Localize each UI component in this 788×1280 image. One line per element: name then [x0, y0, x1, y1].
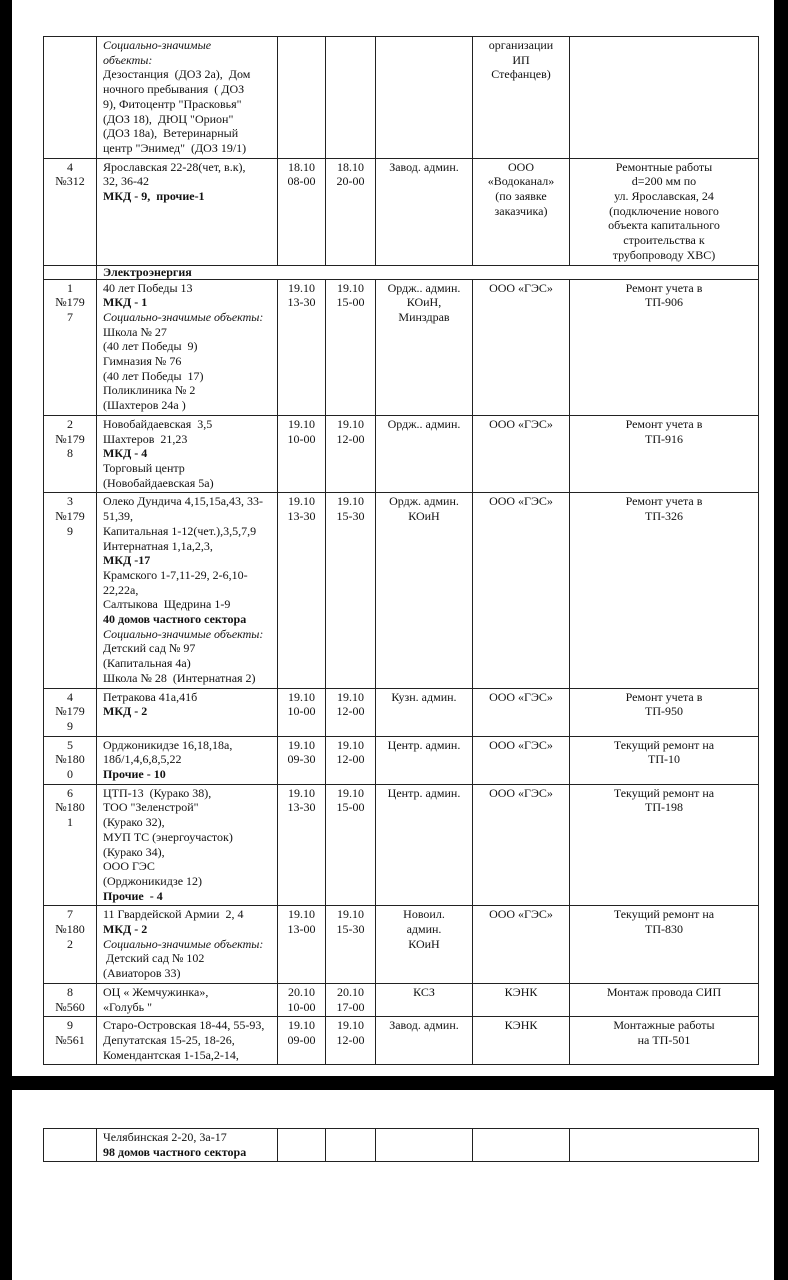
- cell-line: 12-00: [336, 752, 365, 767]
- cell-line: №561: [55, 1033, 85, 1047]
- cell-line: 19.10: [337, 280, 364, 295]
- cell-line: ЦТП-13 (Курако 38),: [103, 785, 212, 800]
- cell-line: ООО «ГЭС»: [489, 280, 553, 295]
- cell-line: ООО «ГЭС»: [489, 785, 553, 800]
- admin-cell: [376, 906, 473, 984]
- cell-line: 1: [67, 815, 73, 830]
- cell-line: Старо-Островская 18-44, 55-93,: [103, 1018, 265, 1033]
- address-cell: [97, 37, 278, 159]
- row-number-cell: [44, 1017, 97, 1065]
- cell-line: №180: [55, 752, 85, 767]
- cell-line: Центр. админ.: [387, 785, 461, 800]
- cell-line: Интернатная 1,1а,2,3,: [103, 538, 213, 553]
- cell-line: ООО «ГЭС»: [489, 494, 553, 509]
- cell-line: 12-00: [336, 704, 365, 719]
- cell-line: Кузн. админ.: [391, 689, 457, 704]
- cell-line: 2: [67, 936, 73, 951]
- cell-line: Ордж.. админ.: [387, 416, 461, 431]
- address-cell: [97, 415, 278, 493]
- row-number-cell: [44, 415, 97, 493]
- cell-line: 19.10: [337, 416, 364, 431]
- start-cell: [278, 906, 326, 984]
- cell-line: «Водоканал»: [487, 174, 555, 189]
- reason-cell: [570, 906, 759, 984]
- admin-cell: [376, 279, 473, 415]
- row-number-cell: [44, 158, 97, 265]
- cell-line: КОиН,: [406, 295, 442, 310]
- cell-line: 5: [67, 737, 73, 752]
- start-cell: [278, 37, 326, 159]
- cell-line: Дезостанция (ДОЗ 2а), Дом: [103, 67, 251, 82]
- cell-line: ООО «ГЭС»: [489, 907, 553, 922]
- cell-line: Текущий ремонт на: [613, 907, 715, 922]
- table-row: [44, 688, 759, 736]
- cell-line: (Курако 34),: [103, 844, 165, 859]
- start-cell: [278, 1129, 326, 1162]
- cell-line: 20-00: [336, 174, 365, 189]
- start-cell: [278, 736, 326, 784]
- cell-line: Салтыкова Щедрина 1-9: [103, 597, 231, 612]
- row-number-cell: [44, 784, 97, 906]
- cell-line: (ДОЗ 18а), Ветеринарный: [103, 126, 239, 141]
- table-row: [44, 415, 759, 493]
- cell-line: КОиН: [408, 936, 440, 951]
- end-cell: [326, 493, 376, 688]
- cell-line: ТП-198: [645, 800, 683, 815]
- address-cell: [97, 158, 278, 265]
- cell-line: КСЗ: [413, 984, 435, 999]
- cell-line: 32, 36-42: [103, 174, 149, 189]
- cell-line: 18.10: [337, 159, 364, 174]
- cell-line: №179: [55, 295, 85, 310]
- section-title: Электроэнергия: [97, 265, 759, 279]
- cell-line: 18.10: [288, 159, 315, 174]
- cell-line: 19.10: [288, 737, 315, 752]
- cell-line: Новобайдаевская 3,5: [103, 416, 213, 431]
- cell-line: Минздрав: [398, 309, 450, 324]
- admin-cell: [376, 1129, 473, 1162]
- address-cell: [97, 688, 278, 736]
- cell-line: 15-00: [336, 800, 365, 815]
- start-cell: [278, 279, 326, 415]
- reason-cell: [570, 983, 759, 1016]
- cell-line: №180: [55, 800, 85, 815]
- cell-line: 13-30: [287, 295, 316, 310]
- table-row: [44, 158, 759, 265]
- table-row: [44, 1017, 759, 1065]
- cell-line: ОЦ « Жемчужинка»,: [103, 984, 209, 999]
- cell-line: Центр. админ.: [387, 737, 461, 752]
- cell-line: Школа № 27: [103, 324, 167, 339]
- cell-line: ООО «ГЭС»: [489, 416, 553, 431]
- cell-line: 19.10: [288, 785, 315, 800]
- cell-line: ТП-10: [648, 752, 680, 767]
- cell-line: d=200 мм по: [631, 174, 697, 189]
- executor-cell: [473, 736, 570, 784]
- cell-line: МКД - 2: [103, 704, 148, 719]
- admin-cell: [376, 983, 473, 1016]
- cell-line: 9: [67, 1018, 73, 1033]
- executor-cell: [473, 1129, 570, 1162]
- table-row-continuation: [44, 1129, 759, 1162]
- cell-line: Комендантская 1-15а,2-14,: [103, 1047, 239, 1062]
- cell-line: ООО: [508, 159, 534, 174]
- cell-line: №180: [55, 922, 85, 937]
- cell-line: 9: [67, 523, 73, 538]
- cell-line: ТП-950: [645, 704, 683, 719]
- cell-line: 09-30: [287, 752, 316, 767]
- admin-cell: [376, 37, 473, 159]
- table-row: [44, 906, 759, 984]
- cell-line: Ремонтные работы: [615, 159, 713, 174]
- cell-line: 19.10: [288, 416, 315, 431]
- cell-line: 09-00: [287, 1033, 316, 1047]
- end-cell: [326, 983, 376, 1016]
- cell-line: Социально-значимые: [103, 38, 212, 52]
- start-cell: [278, 1017, 326, 1065]
- cell-line: 18б/1,4,6,8,5,22: [103, 752, 182, 767]
- cell-line: Крамского 1-7,11-29, 2-6,10-: [103, 567, 248, 582]
- start-cell: [278, 983, 326, 1016]
- cell-line: Школа № 28 (Интернатная 2): [103, 670, 256, 685]
- reason-cell: [570, 158, 759, 265]
- cell-line: КОиН: [408, 509, 440, 524]
- cell-line: ООО «ГЭС»: [489, 737, 553, 752]
- cell-line: 4: [67, 159, 73, 174]
- cell-line: (40 лет Победы 9): [103, 339, 198, 354]
- admin-cell: [376, 158, 473, 265]
- cell-line: Ремонт учета в: [625, 280, 703, 295]
- cell-line: №179: [55, 509, 85, 524]
- cell-line: Ремонт учета в: [625, 494, 703, 509]
- cell-line: ТП-916: [645, 431, 683, 446]
- cell-line: Поликлиника № 2: [103, 383, 196, 398]
- cell-line: Новоил.: [403, 907, 445, 922]
- cell-line: (Шахтеров 24а ): [103, 398, 186, 413]
- cell-line: 8: [67, 984, 73, 999]
- outage-schedule-table: [43, 36, 759, 1065]
- cell-line: Монтажные работы: [613, 1018, 715, 1033]
- cell-line: (40 лет Победы 17): [103, 368, 204, 383]
- cell-line: МКД - 1: [103, 295, 148, 310]
- end-cell: [326, 279, 376, 415]
- cell-line: организации: [488, 38, 554, 52]
- executor-cell: [473, 415, 570, 493]
- table-row: [44, 736, 759, 784]
- row-number-cell: [44, 265, 97, 279]
- cell-line: ООО «ГЭС»: [489, 689, 553, 704]
- admin-cell: [376, 784, 473, 906]
- cell-line: 9), Фитоцентр "Прасковья": [103, 96, 242, 111]
- cell-line: 51,39,: [103, 509, 133, 524]
- cell-line: ТП-906: [645, 295, 683, 310]
- address-cell: [97, 279, 278, 415]
- end-cell: [326, 37, 376, 159]
- cell-line: Торговый центр: [103, 460, 185, 475]
- admin-cell: [376, 736, 473, 784]
- cell-line: Монтаж провода СИП: [606, 984, 722, 999]
- cell-line: 13-30: [287, 800, 316, 815]
- admin-cell: [376, 688, 473, 736]
- cell-line: ТП-830: [645, 922, 683, 937]
- cell-line: Завод. админ.: [389, 1018, 459, 1033]
- cell-line: ТОО "Зеленстрой": [103, 800, 199, 815]
- cell-line: 7: [67, 309, 73, 324]
- cell-line: 19.10: [337, 785, 364, 800]
- cell-line: Стефанцев): [491, 67, 551, 82]
- start-cell: [278, 415, 326, 493]
- cell-line: Социально-значимые объекты:: [103, 626, 264, 641]
- document-page-1: [12, 0, 774, 1076]
- address-cell: [97, 906, 278, 984]
- cell-line: Завод. админ.: [389, 159, 459, 174]
- cell-line: объекты:: [103, 52, 153, 67]
- row-number-cell: [44, 279, 97, 415]
- start-cell: [278, 158, 326, 265]
- reason-cell: [570, 1129, 759, 1162]
- cell-line: 19.10: [288, 1018, 315, 1033]
- executor-cell: [473, 279, 570, 415]
- table-row: [44, 279, 759, 415]
- cell-line: 1: [67, 280, 73, 295]
- cell-line: 12-00: [336, 431, 365, 446]
- cell-line: КЭНК: [504, 984, 538, 999]
- row-number-cell: [44, 493, 97, 688]
- table-row: [44, 493, 759, 688]
- end-cell: [326, 784, 376, 906]
- document-page-2: [12, 1090, 774, 1280]
- end-cell: [326, 158, 376, 265]
- start-cell: [278, 784, 326, 906]
- row-number-cell: [44, 736, 97, 784]
- outage-schedule-table-continued: [43, 1128, 759, 1162]
- cell-line: Гимназия № 76: [103, 354, 182, 369]
- cell-line: (ДОЗ 18), ДЮЦ "Орион": [103, 111, 234, 126]
- table-row: [44, 784, 759, 906]
- cell-line: 9: [67, 718, 73, 733]
- cell-line: 0: [67, 767, 73, 782]
- cell-line: заказчика): [494, 203, 548, 218]
- cell-line: 98 домов частного сектора: [103, 1144, 247, 1159]
- cell-line: Детский сад № 102: [103, 951, 205, 966]
- cell-line: №560: [55, 999, 85, 1014]
- cell-line: строительства к: [623, 233, 705, 248]
- executor-cell: [473, 1017, 570, 1065]
- cell-line: МКД - 4: [103, 446, 148, 461]
- cell-line: 6: [67, 785, 73, 800]
- cell-line: №312: [55, 174, 85, 189]
- cell-line: (Курако 32),: [103, 815, 165, 830]
- cell-line: ТП-326: [645, 509, 683, 524]
- cell-line: Текущий ремонт на: [613, 785, 715, 800]
- cell-line: 10-00: [287, 704, 316, 719]
- admin-cell: [376, 493, 473, 688]
- cell-line: трубопроводу ХВС): [612, 247, 716, 262]
- cell-line: МКД - 9, прочие-1: [103, 189, 205, 204]
- cell-line: МКД - 2: [103, 922, 148, 937]
- cell-line: 13-00: [287, 922, 316, 937]
- end-cell: [326, 1017, 376, 1065]
- row-number-cell: [44, 906, 97, 984]
- executor-cell: [473, 784, 570, 906]
- reason-cell: [570, 784, 759, 906]
- end-cell: [326, 688, 376, 736]
- executor-cell: [473, 493, 570, 688]
- cell-line: МУП ТС (энергоучасток): [103, 829, 233, 844]
- cell-line: (по заявке: [495, 189, 547, 204]
- cell-line: 20.10: [288, 984, 315, 999]
- cell-line: Ордж.. админ.: [387, 280, 461, 295]
- cell-line: 15-30: [336, 509, 365, 524]
- reason-cell: [570, 1017, 759, 1065]
- start-cell: [278, 688, 326, 736]
- row-number-cell: [44, 983, 97, 1016]
- executor-cell: [473, 906, 570, 984]
- cell-line: 19.10: [337, 689, 364, 704]
- cell-line: Ордж. админ.: [389, 494, 459, 509]
- cell-line: 15-30: [336, 922, 365, 937]
- start-cell: [278, 493, 326, 688]
- reason-cell: [570, 415, 759, 493]
- cell-line: №179: [55, 431, 85, 446]
- table-row-continued: [44, 37, 759, 159]
- cell-line: 4: [67, 689, 73, 704]
- cell-line: 20.10: [337, 984, 364, 999]
- cell-line: 10-00: [287, 431, 316, 446]
- admin-cell: [376, 415, 473, 493]
- cell-line: №179: [55, 704, 85, 719]
- cell-line: Ярославская 22-28(чет, в.к),: [103, 159, 246, 174]
- end-cell: [326, 415, 376, 493]
- cell-line: 2: [67, 416, 73, 431]
- executor-cell: [473, 37, 570, 159]
- end-cell: [326, 736, 376, 784]
- cell-line: 19.10: [288, 907, 315, 922]
- cell-line: 40 лет Победы 13: [103, 280, 193, 295]
- row-number-cell: [44, 37, 97, 159]
- cell-line: 3: [67, 494, 73, 509]
- reason-cell: [570, 688, 759, 736]
- cell-line: Депутатская 15-25, 18-26,: [103, 1033, 235, 1047]
- cell-line: Капитальная 1-12(чет.),3,5,7,9: [103, 523, 257, 538]
- cell-line: центр "Энимед" (ДОЗ 19/1): [103, 140, 247, 155]
- section-header-row: [44, 265, 759, 279]
- cell-line: ИП: [512, 52, 530, 67]
- reason-cell: [570, 736, 759, 784]
- cell-line: 12-00: [336, 1033, 365, 1047]
- cell-line: 19.10: [337, 494, 364, 509]
- cell-line: 19.10: [288, 494, 315, 509]
- address-cell: [97, 493, 278, 688]
- cell-line: объекта капитального: [608, 218, 720, 233]
- cell-line: Социально-значимые объекты:: [103, 936, 264, 951]
- address-cell: [97, 784, 278, 906]
- cell-line: (подключение нового: [609, 203, 719, 218]
- row-number-cell: [44, 1129, 97, 1162]
- cell-line: Прочие - 4: [103, 888, 163, 903]
- executor-cell: [473, 983, 570, 1016]
- cell-line: ООО ГЭС: [103, 859, 155, 874]
- cell-line: 19.10: [288, 280, 315, 295]
- cell-line: 7: [67, 907, 73, 922]
- cell-line: на ТП-501: [637, 1033, 691, 1047]
- cell-line: Челябинская 2-20, 3а-17: [103, 1130, 227, 1144]
- cell-line: Социально-значимые объекты:: [103, 309, 264, 324]
- reason-cell: [570, 37, 759, 159]
- cell-line: 19.10: [337, 907, 364, 922]
- row-number-cell: [44, 688, 97, 736]
- cell-line: 8: [67, 446, 73, 461]
- cell-line: 11 Гвардейской Армии 2, 4: [103, 907, 244, 922]
- cell-line: Петракова 41а,41б: [103, 689, 198, 704]
- cell-line: 17-00: [336, 999, 365, 1014]
- cell-line: ночного пребывания ( ДОЗ: [103, 82, 245, 97]
- cell-line: Детский сад № 97: [103, 641, 196, 656]
- cell-line: МКД -17: [103, 553, 151, 568]
- cell-line: Текущий ремонт на: [613, 737, 715, 752]
- cell-line: 19.10: [337, 737, 364, 752]
- cell-line: Ремонт учета в: [625, 416, 703, 431]
- cell-line: Ремонт учета в: [625, 689, 703, 704]
- cell-line: Шахтеров 21,23: [103, 431, 188, 446]
- cell-line: 19.10: [337, 1018, 364, 1033]
- end-cell: [326, 906, 376, 984]
- cell-line: Олеко Дундича 4,15,15а,43, 33-: [103, 494, 264, 509]
- reason-cell: [570, 493, 759, 688]
- address-cell: [97, 736, 278, 784]
- cell-line: 10-00: [287, 999, 316, 1014]
- cell-line: (Орджоникидзе 12): [103, 873, 203, 888]
- address-cell: [97, 1129, 278, 1162]
- cell-line: 13-30: [287, 509, 316, 524]
- cell-line: админ.: [406, 922, 442, 937]
- cell-line: (Капитальная 4а): [103, 656, 191, 671]
- cell-line: 08-00: [287, 174, 316, 189]
- address-cell: [97, 1017, 278, 1065]
- table-row: [44, 983, 759, 1016]
- cell-line: Орджоникидзе 16,18,18а,: [103, 737, 233, 752]
- cell-line: КЭНК: [504, 1018, 538, 1033]
- cell-line: Прочие - 10: [103, 767, 166, 782]
- address-cell: [97, 983, 278, 1016]
- cell-line: (Новобайдаевская 5а): [103, 475, 214, 490]
- cell-line: 19.10: [288, 689, 315, 704]
- cell-line: ул. Ярославская, 24: [614, 189, 714, 204]
- reason-cell: [570, 279, 759, 415]
- executor-cell: [473, 158, 570, 265]
- cell-line: 15-00: [336, 295, 365, 310]
- admin-cell: [376, 1017, 473, 1065]
- cell-line: 22,22а,: [103, 582, 139, 597]
- cell-line: (Авиаторов 33): [103, 966, 181, 981]
- cell-line: «Голубь ": [103, 999, 153, 1014]
- executor-cell: [473, 688, 570, 736]
- end-cell: [326, 1129, 376, 1162]
- cell-line: 40 домов частного сектора: [103, 612, 247, 627]
